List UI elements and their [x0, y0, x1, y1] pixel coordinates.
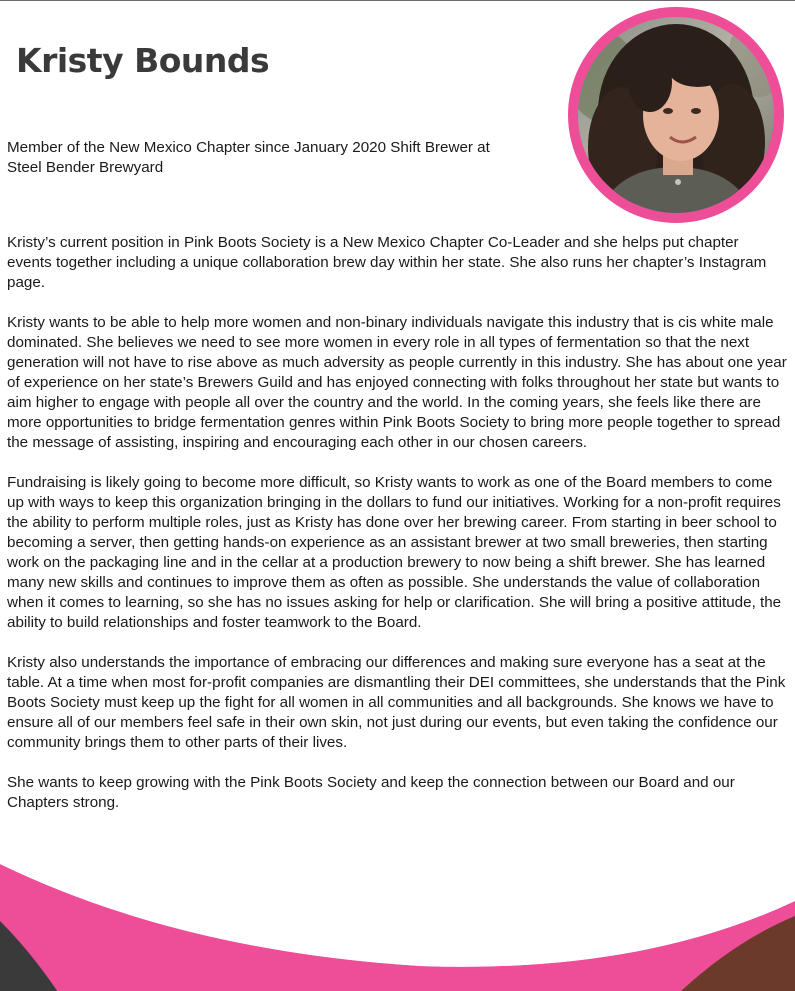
bio-section — [7, 233, 787, 833]
portrait-illustration — [578, 17, 774, 213]
bio-paragraph: Kristy wants to be able to help more women and non-binary individuals navigate this industry that is cis white male dominated. She believes we need to see more women in every role in all types of fermentation so that the next generation will not have to rise above as much adversity as people currently in this industry. She has about one year of experience on her state’s Brewers Guild and has enjoyed connecting with folks throughout her state but wants to aim higher to engage with people all over the country and the world. In the coming years, she feels like there are more opportunities to bridge fermentation genres within Pink Boots Society to bring more people together to spread the message of assisting, inspiring and encouraging each other in our chosen careers. — [7, 314, 787, 451]
bio-paragraph: She wants to keep growing with the Pink Boots Society and keep the connection between our Board and our Chapters strong. — [7, 774, 735, 811]
profile-photo — [578, 17, 774, 213]
membership-info: Member of the New Mexico Chapter since January 2020 Shift Brewer at Steel Bender Brewyard — [7, 139, 490, 176]
profile-photo-frame — [568, 7, 784, 223]
bio-paragraph: Kristy also understands the importance of embracing our differences and making sure everyone has a seat at the table. At a time when most for-profit companies are dismantling their DEI committees, she understands that the Pink Boots Society must keep up the fight for all women in all communities and all backgrounds. She knows we have to ensure all of our members feel safe in their own skin, not just during our events, but even taking the confidence our community brings them to other parts of their lives. — [7, 654, 786, 751]
bio-paragraph: Kristy’s current position in Pink Boots Society is a New Mexico Chapter Co-Leader and she helps put chapter events together including a unique collaboration brew day within her state. She also runs her chapter’s Instagram page. — [7, 234, 767, 291]
bio-paragraph: Fundraising is likely going to become more difficult, so Kristy wants to work as one of the Board members to come up with ways to keep this organization bringing in the dollars to fund our initiatives. Working for a non-profit requires the ability to perform multiple roles, just as Kristy has done over her brewing career. From starting in beer school to becoming a server, then getting hands-on experience as an assistant brewer at two small breweries, then starting work on the packaging line and in the cellar at a production brewery to now being a shift brewer. She has learned many new skills and continues to improve them as often as possible. She understands the value of collaboration when it comes to learning, so she has no issues asking for help or clarification. She will bring a positive attitude, the ability to build relationships and foster teamwork to the Board. — [7, 474, 782, 631]
candidate-name: Kristy Bounds — [16, 41, 270, 80]
decorative-footer-wave — [0, 856, 795, 991]
